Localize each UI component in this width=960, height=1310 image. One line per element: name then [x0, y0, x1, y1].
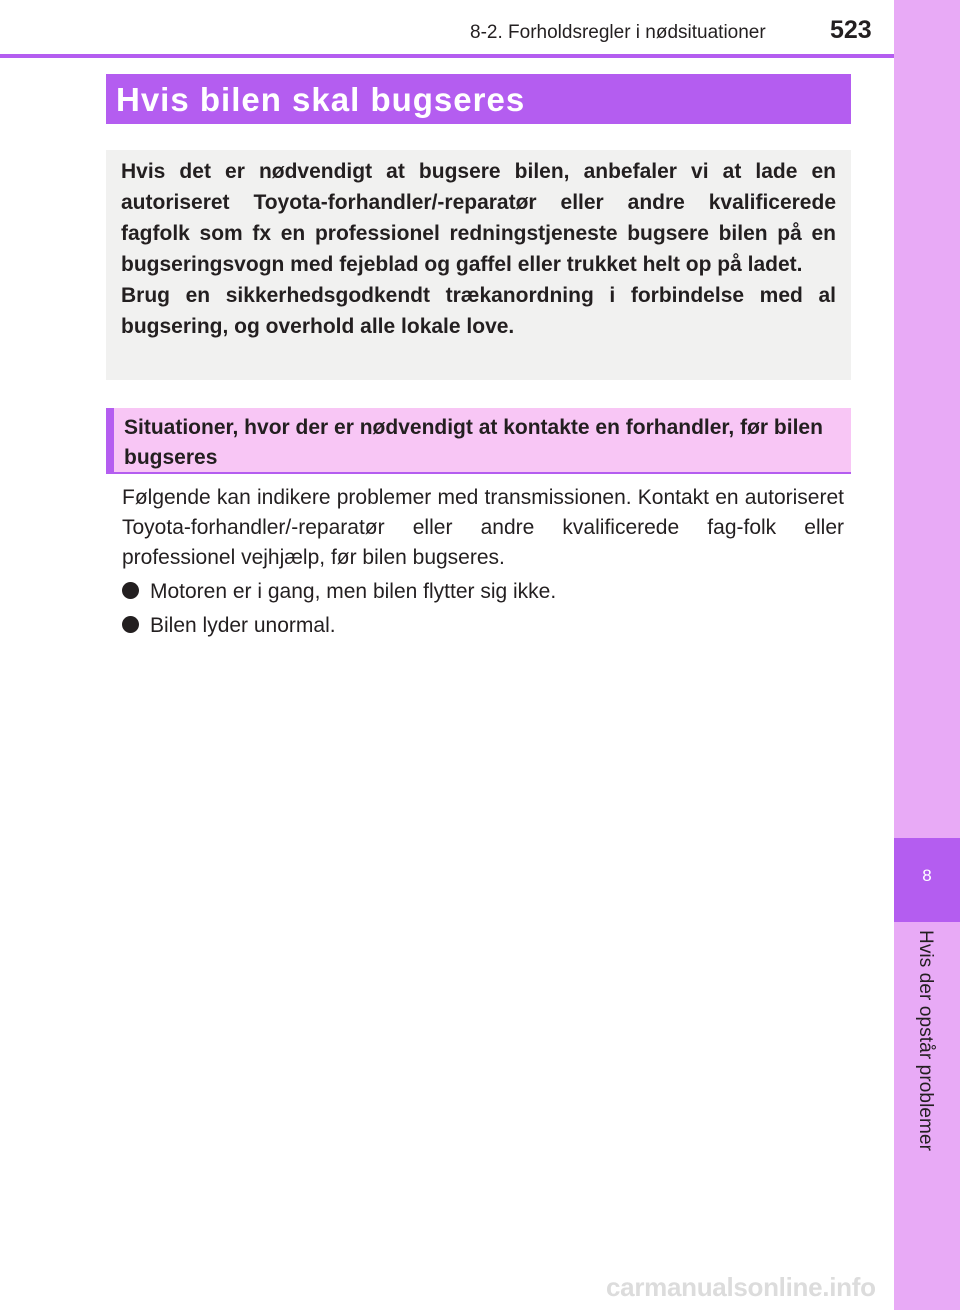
- bullet-icon: [122, 582, 139, 599]
- list-item: [122, 611, 844, 641]
- watermark: carmanualsonline.info: [606, 1272, 876, 1302]
- info-paragraph-1: Hvis det er nødvendigt at bugsere bilen, anbefaler vi at lade en autoriseret Toyota-forhandler/-reparatør eller andre kvalificerede fagfolk som fx en professionel redningstjeneste bugsere bilen på en bugseringsvogn med fejeblad og gaffel eller trukket helt op på ladet.: [121, 160, 836, 276]
- info-box: [106, 150, 851, 380]
- sub-section-title: Situationer, hvor der er nødvendigt at kontakte en forhandler, før bilen bugseres: [124, 416, 823, 469]
- header-divider: [0, 54, 894, 58]
- sub-section-header: [106, 408, 851, 474]
- chapter-title: Hvis der opstår problemer: [915, 930, 936, 1152]
- page-number: 523: [830, 16, 872, 44]
- chapter-number: 8: [922, 866, 932, 885]
- section-heading: 8-2. Forholdsregler i nødsituationer: [470, 22, 766, 43]
- info-paragraph-2: Brug en sikkerhedsgodkendt trækanordning i forbindelse med al bugsering, og overhold alle lokale love.: [121, 284, 836, 338]
- body-content: [122, 483, 844, 641]
- title-bar: [106, 74, 851, 124]
- bullet-icon: [122, 616, 139, 633]
- list-item-text: Bilen lyder unormal.: [150, 614, 336, 637]
- list-item: [122, 577, 844, 607]
- body-intro: Følgende kan indikere problemer med transmissionen. Kontakt en autoriseret Toyota-forhandler/-reparatør eller andre kvalificerede fag-folk eller professionel vejhjælp, før bilen bugseres.: [122, 486, 844, 569]
- page-title: Hvis bilen skal bugseres: [116, 81, 526, 118]
- list-item-text: Motoren er i gang, men bilen flytter sig ikke.: [150, 580, 557, 603]
